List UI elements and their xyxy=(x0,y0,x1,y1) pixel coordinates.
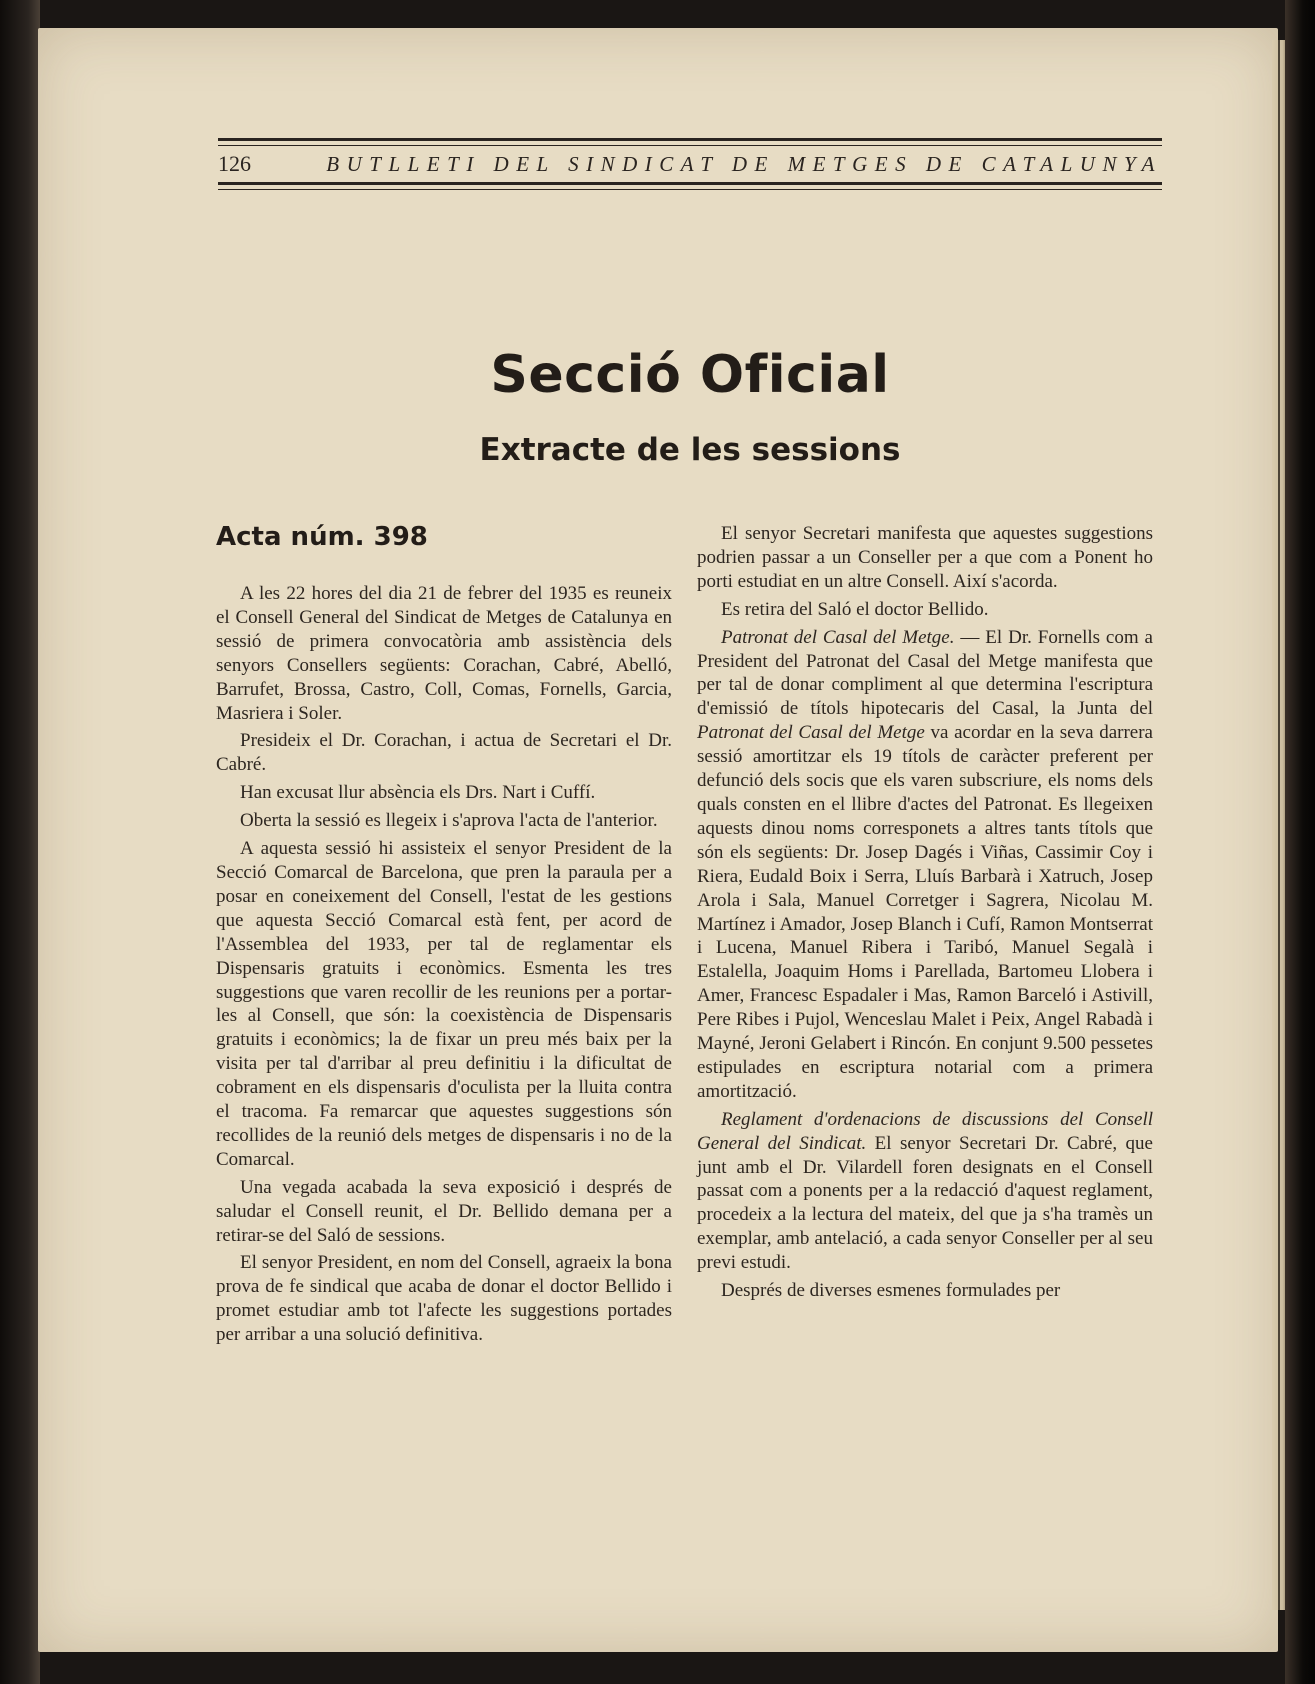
reglament-heading: Reglament d'ordenacions de discussions del Consell General del Sindicat. xyxy=(697,1108,1153,1154)
header-rule-bottom xyxy=(218,182,1162,190)
left-paragraph: Han excusat llur absència els Drs. Nart i Cuffí. xyxy=(240,782,596,804)
patronat-text-b: va acordar en la seva darrera sessió amortitzar els 19 títols de caràcter preferent per defunció dels socis que els varen subscriure, els noms dels quals consten en el llibre d'actes del Patronat. Es llegeixen aquests dinou noms corresponets a altres tants títols que són els següents: Dr. Josep Dagés i Viñas, Cassimir Coy i Riera, Eudald Boix i Serra, Lluís Barbarà i Xatruch, Josep Arola i Sala, Manuel Corretger i Sagrera, Nicolau M. Martínez i Amador, Josep Blanch i Cufí, Ramon Montserrat i Lucena, Manuel Ribera i Taribó, Manuel Segalà i Estalella, Joaquim Homs i Parellada, Bartomeu Llobera i Amer, Francesc Espadaler i Mas, Ramon Barceló i Astivill, Pere Ribes i Pujol, Wenceslau Malet i Peix, Angel Rabadà i Mayné, Jeroni Gelabert i Rincón. En conjunt 9.500 pessetes estipulades en escriptura notarial com a primera amortització. xyxy=(697,722,1153,1102)
patronat-heading: Patronat del Casal del Metge. xyxy=(721,626,955,648)
right-column xyxy=(697,522,1153,1307)
scan-edge-right xyxy=(1285,0,1315,1684)
left-paragraph: Oberta la sessió es llegeix i s'aprova l'acta de l'anterior. xyxy=(240,810,658,832)
page-fold-line xyxy=(1278,40,1280,1610)
left-paragraph: Presideix el Dr. Corachan, i actua de Secretari el Dr. Cabré. xyxy=(216,730,672,776)
scan-edge-left xyxy=(0,0,40,1684)
acta-title: Acta núm. 398 xyxy=(216,522,428,552)
section-subtitle: Extracte de les sessions xyxy=(479,432,901,468)
left-paragraph: Una vegada acabada la seva exposició i després de saludar el Consell reunit, el Dr. Bellido demana per a retirar-se del Saló de sessions. xyxy=(216,1176,672,1246)
right-paragraph: El senyor Secretari manifesta que aquestes suggestions podrien passar a un Conseller per a que com a Ponent ho porti estudiat en un altre Consell. Així s'acorda. xyxy=(697,523,1153,592)
running-header xyxy=(218,138,1162,190)
header-text-row xyxy=(218,146,1162,182)
left-paragraph: A les 22 hores del dia 21 de febrer del 1935 es reuneix el Consell General del Sindicat de Metges de Catalunya en sessió de primera convocatòria amb assistència dels senyors Consellers següents: Corachan, Cabré, Abelló, Barrufet, Brossa, Castro, Coll, Comas, Fornells, Garcia, Masriera i Soler. xyxy=(216,583,672,724)
right-paragraph-patronat xyxy=(697,626,1153,1104)
right-paragraph: Després de diverses esmenes formulades per xyxy=(721,1280,1061,1302)
patronat-name: Patronat del Casal del Metge xyxy=(697,722,925,744)
section-title: Secció Oficial xyxy=(490,345,890,405)
right-paragraph: Es retira del Saló el doctor Bellido. xyxy=(721,598,989,620)
left-paragraph: A aquesta sessió hi assisteix el senyor President de la Secció Comarcal de Barcelona, que pren la paraula per a posar en coneixement del Consell, l'estat de les gestions que aquesta Secció Comarcal està fent, per acord de l'Assemblea del 1933, per tal de reglamentar els Dispensaris gratuits i econòmics. Esmenta les tres suggestions que varen recollir de les reunions per a portar-les al Consell, que són: la coexistència de Dispensaris gratuits i econòmics; la de fixar un preu més baix per la visita per tal d'arribar al preu definitiu i la dificultat de cobrament en els dispensaris d'oculista per la lluita contra el tracoma. Fa remarcar que aquestes suggestions són recollides de la reunió dels metges de dispensaris i no de la Comarcal. xyxy=(216,838,672,1170)
patronat-text-a: — El Dr. Fornells com a President del Patronat del Casal del Metge manifesta que per tal de donar compliment al que determina l'escriptura d'emissió de títols hipotecaris del Casal, la Junta del xyxy=(697,626,1153,720)
left-paragraph: El senyor President, en nom del Consell, agraeix la bona prova de fe sindical que acaba de donar el doctor Bellido i promet estudiar amb tot l'afecte les suggestions portades per arribar a una solució definitiva. xyxy=(216,1252,672,1346)
journal-title: BUTLLETI DEL SINDICAT DE METGES DE CATALUNYA xyxy=(326,151,1162,176)
header-rule-top xyxy=(218,138,1162,146)
left-column xyxy=(216,522,672,1351)
right-paragraph-reglament xyxy=(697,1108,1153,1275)
page-number: 126 xyxy=(218,151,251,176)
reglament-text: El senyor Secretari Dr. Cabré, que junt amb el Dr. Vilardell foren designats en el Consell passat com a ponents per a la redacció d'aquest reglament, procedeix a la lectura del mateix, del que ja s'ha tramès un exemplar, amb antelació, a cada senyor Conseller per al seu previ estudi. xyxy=(697,1132,1153,1274)
